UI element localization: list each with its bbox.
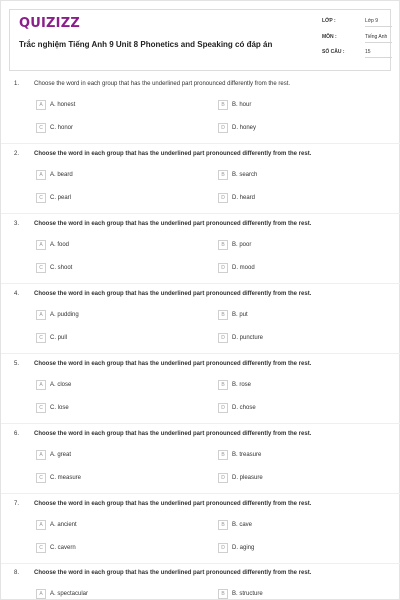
option-letter-box: B <box>218 589 228 599</box>
option-text: A. spectacular <box>50 591 89 597</box>
meta-value: Lớp 9 <box>365 18 392 27</box>
option-letter-box: D <box>218 123 228 133</box>
option-letter-box: C <box>36 403 46 413</box>
question-text: Choose the word in each group that has the underlined part pronounced differently from the rest. <box>34 431 312 437</box>
option-text: A. pudding <box>50 312 79 318</box>
option-text: C. honor <box>50 125 74 131</box>
option-letter-box: A <box>36 380 46 390</box>
question-text: Choose the word in each group that has the underlined part pronounced differently from the rest. <box>34 81 291 87</box>
option-letter-box: C <box>36 543 46 553</box>
option-letter-box: C <box>36 473 46 483</box>
option-letter-box: B <box>218 450 228 460</box>
option-text: B. hour <box>232 102 252 108</box>
question-number: 7. <box>14 501 20 507</box>
option-text: C. cavern <box>50 545 76 551</box>
option-letter-box: C <box>36 193 46 203</box>
option-letter-box: B <box>218 170 228 180</box>
meta-label: MÔN : <box>322 34 337 40</box>
option-letter-box: D <box>218 543 228 553</box>
option-text: B. put <box>232 312 248 318</box>
option-letter-box: D <box>218 263 228 273</box>
divider <box>1 283 400 284</box>
question-number: 1. <box>14 81 20 87</box>
option-text: C. lose <box>50 405 69 411</box>
option-letter-box: A <box>36 450 46 460</box>
option-letter-box: B <box>218 380 228 390</box>
divider <box>1 143 400 144</box>
option-letter-box: C <box>36 123 46 133</box>
option-text: A. honest <box>50 102 76 108</box>
option-letter-box: D <box>218 473 228 483</box>
divider <box>1 423 400 424</box>
meta-value: Tiếng Anh <box>365 34 392 43</box>
option-text: C. pull <box>50 335 68 341</box>
option-letter-box: D <box>218 333 228 343</box>
option-letter-box: B <box>218 100 228 110</box>
option-text: A. beard <box>50 172 73 178</box>
question-number: 4. <box>14 291 20 297</box>
question-number: 6. <box>14 431 20 437</box>
option-text: D. mood <box>232 265 255 271</box>
option-letter-box: A <box>36 589 46 599</box>
question-text: Choose the word in each group that has the underlined part pronounced differently from the rest. <box>34 501 312 507</box>
option-text: A. ancient <box>50 522 77 528</box>
question-number: 8. <box>14 570 20 576</box>
question-text: Choose the word in each group that has the underlined part pronounced differently from the rest. <box>34 570 312 576</box>
divider <box>1 213 400 214</box>
option-text: D. honey <box>232 125 257 131</box>
option-text: B. poor <box>232 242 252 248</box>
option-text: C. measure <box>50 475 82 481</box>
option-text: A. food <box>50 242 70 248</box>
question-number: 2. <box>14 151 20 157</box>
option-text: B. search <box>232 172 258 178</box>
divider <box>1 353 400 354</box>
option-text: B. cave <box>232 522 253 528</box>
quizizz-logo: QUIZIZZ <box>19 16 80 31</box>
option-text: D. puncture <box>232 335 264 341</box>
option-text: D. pleasure <box>232 475 263 481</box>
option-letter-box: B <box>218 310 228 320</box>
option-letter-box: A <box>36 310 46 320</box>
option-letter-box: A <box>36 170 46 180</box>
option-text: B. treasure <box>232 452 262 458</box>
option-text: A. great <box>50 452 72 458</box>
option-letter-box: B <box>218 520 228 530</box>
question-number: 3. <box>14 221 20 227</box>
page-title: Trắc nghiệm Tiếng Anh 9 Unit 8 Phonetics and Speaking có đáp án <box>19 40 273 49</box>
meta-value: 15 <box>365 49 392 58</box>
worksheet-header <box>9 9 391 71</box>
option-letter-box: B <box>218 240 228 250</box>
option-text: B. structure <box>232 591 263 597</box>
option-letter-box: C <box>36 263 46 273</box>
option-text: C. pearl <box>50 195 72 201</box>
meta-label: LỚP : <box>322 18 336 24</box>
meta-label: SỐ CÂU : <box>322 49 345 55</box>
divider <box>1 493 400 494</box>
option-letter-box: C <box>36 333 46 343</box>
divider <box>1 563 400 564</box>
option-letter-box: A <box>36 100 46 110</box>
question-text: Choose the word in each group that has the underlined part pronounced differently from the rest. <box>34 151 312 157</box>
option-text: D. aging <box>232 545 255 551</box>
question-text: Choose the word in each group that has the underlined part pronounced differently from the rest. <box>34 291 312 297</box>
option-letter-box: D <box>218 403 228 413</box>
option-letter-box: D <box>218 193 228 203</box>
option-text: D. chose <box>232 405 256 411</box>
option-letter-box: A <box>36 520 46 530</box>
option-letter-box: A <box>36 240 46 250</box>
question-text: Choose the word in each group that has the underlined part pronounced differently from the rest. <box>34 361 312 367</box>
option-text: A. close <box>50 382 72 388</box>
option-text: C. shoot <box>50 265 73 271</box>
question-text: Choose the word in each group that has the underlined part pronounced differently from the rest. <box>34 221 312 227</box>
question-number: 5. <box>14 361 20 367</box>
option-text: B. rose <box>232 382 252 388</box>
option-text: D. heard <box>232 195 256 201</box>
